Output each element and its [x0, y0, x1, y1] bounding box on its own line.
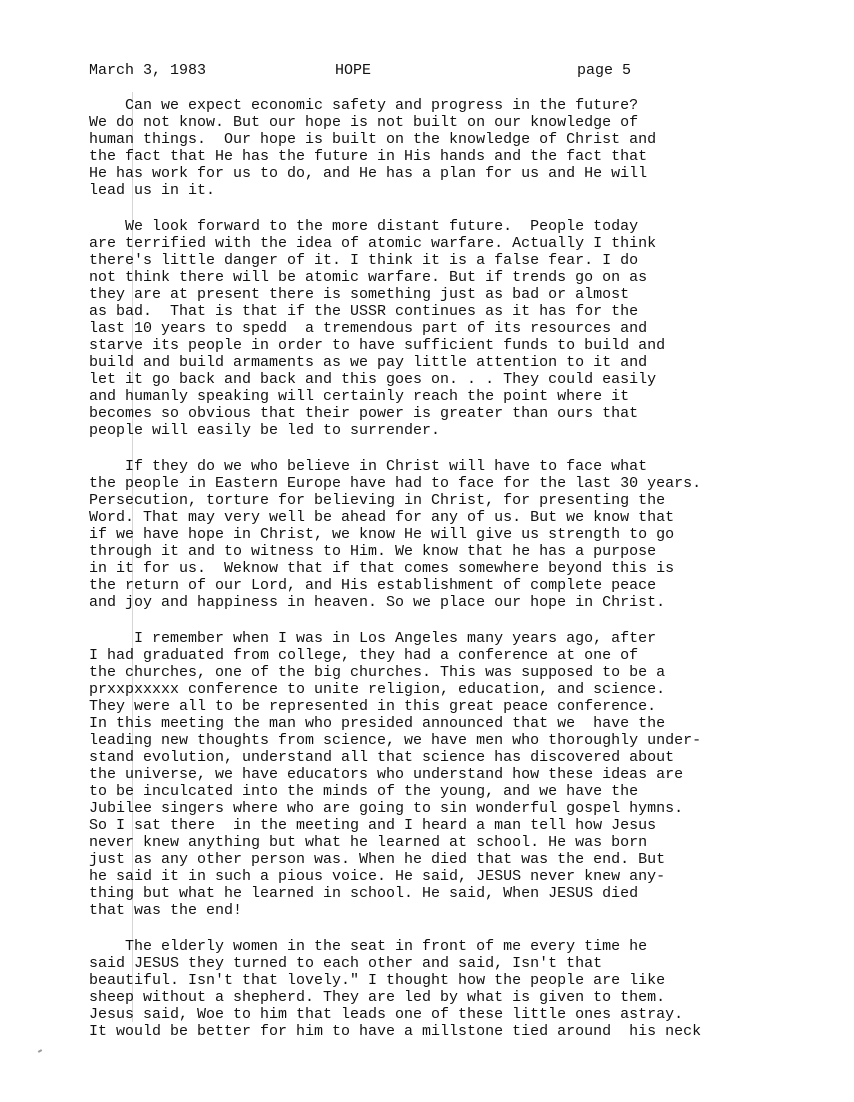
text-line: the return of our Lord, and His establishment of complete peace [89, 577, 657, 594]
text-line: as bad. That is that if the USSR continues as it has for the [89, 303, 639, 320]
text-line: last 10 years to spedd a tremendous part of its resources and [89, 320, 648, 337]
paragraph [89, 218, 829, 439]
text-line: It would be better for him to have a millstone tied around his neck [89, 1023, 702, 1040]
text-line: the churches, one of the big churches. This was supposed to be a [89, 664, 666, 681]
text-line: If they do we who believe in Christ will have to face what [89, 458, 648, 475]
ink-speck [38, 1049, 42, 1053]
text-line: prxxpxxxxx conference to unite religion, education, and science. [89, 681, 666, 698]
text-line: human things. Our hope is built on the knowledge of Christ and [89, 131, 657, 148]
text-line: just as any other person was. When he died that was the end. But [89, 851, 666, 868]
text-line: thing but what he learned in school. He said, When JESUS died [89, 885, 639, 902]
text-line: lead us in it. [89, 182, 216, 199]
paragraph [89, 458, 829, 611]
text-line: that was the end! [89, 902, 243, 919]
text-line: in it for us. Weknow that if that comes somewhere beyond this is [89, 560, 675, 577]
text-line: people will easily be led to surrender. [89, 422, 441, 439]
text-line: there's little danger of it. I think it is a false fear. I do [89, 252, 639, 269]
text-line: We do not know. But our hope is not built on our knowledge of [89, 114, 639, 131]
text-line: never knew anything but what he learned at school. He was born [89, 834, 648, 851]
text-line: the fact that He has the future in His hands and the fact that [89, 148, 648, 165]
text-line: to be inculcated into the minds of the young, and we have the [89, 783, 639, 800]
text-line: are terrified with the idea of atomic warfare. Actually I think [89, 235, 657, 252]
paragraph [89, 97, 829, 199]
paragraph [89, 630, 829, 919]
text-line: In this meeting the man who presided announced that we have the [89, 715, 666, 732]
text-line: said JESUS they turned to each other and said, Isn't that [89, 955, 603, 972]
page-header [89, 62, 789, 82]
text-line: the people in Eastern Europe have had to face for the last 30 years. [89, 475, 702, 492]
text-line: stand evolution, understand all that science has discovered about [89, 749, 675, 766]
text-line: So I sat there in the meeting and I heard a man tell how Jesus [89, 817, 657, 834]
text-line: Can we expect economic safety and progress in the future? [89, 97, 639, 114]
text-line: becomes so obvious that their power is greater than ours that [89, 405, 639, 422]
header-title: HOPE [335, 62, 372, 79]
text-line: sheep without a shepherd. They are led by what is given to them. [89, 989, 666, 1006]
document-body [89, 97, 829, 1059]
text-line: The elderly women in the seat in front of me every time he [89, 938, 648, 955]
text-line: build and build armaments as we pay little attention to it and [89, 354, 648, 371]
text-line: and humanly speaking will certainly reach the point where it [89, 388, 630, 405]
text-line: through it and to witness to Him. We know that he has a purpose [89, 543, 657, 560]
text-line: He has work for us to do, and He has a plan for us and He will [89, 165, 648, 182]
text-line: he said it in such a pious voice. He said, JESUS never knew any- [89, 868, 666, 885]
paragraph [89, 938, 829, 1040]
text-line: not think there will be atomic warfare. But if trends go on as [89, 269, 648, 286]
text-line: if we have hope in Christ, we know He will give us strength to go [89, 526, 675, 543]
text-line: They were all to be represented in this great peace conference. [89, 698, 657, 715]
text-line: Jesus said, Woe to him that leads one of these little ones astray. [89, 1006, 684, 1023]
text-line: Jubilee singers where who are going to sin wonderful gospel hymns. [89, 800, 684, 817]
text-line: beautiful. Isn't that lovely." I thought how the people are like [89, 972, 666, 989]
header-page-number: page 5 [577, 62, 632, 79]
header-date: March 3, 1983 [89, 62, 207, 79]
text-line: Persecution, torture for believing in Christ, for presenting the [89, 492, 666, 509]
text-line: let it go back and back and this goes on. . . They could easily [89, 371, 657, 388]
text-line: I had graduated from college, they had a conference at one of [89, 647, 639, 664]
text-line: I remember when I was in Los Angeles many years ago, after [89, 630, 657, 647]
text-line: the universe, we have educators who understand how these ideas are [89, 766, 684, 783]
text-line: Word. That may very well be ahead for any of us. But we know that [89, 509, 675, 526]
text-line: and joy and happiness in heaven. So we place our hope in Christ. [89, 594, 666, 611]
text-line: leading new thoughts from science, we have men who thoroughly under- [89, 732, 702, 749]
text-line: starve its people in order to have sufficient funds to build and [89, 337, 666, 354]
text-line: We look forward to the more distant future. People today [89, 218, 639, 235]
text-line: they are at present there is something just as bad or almost [89, 286, 630, 303]
